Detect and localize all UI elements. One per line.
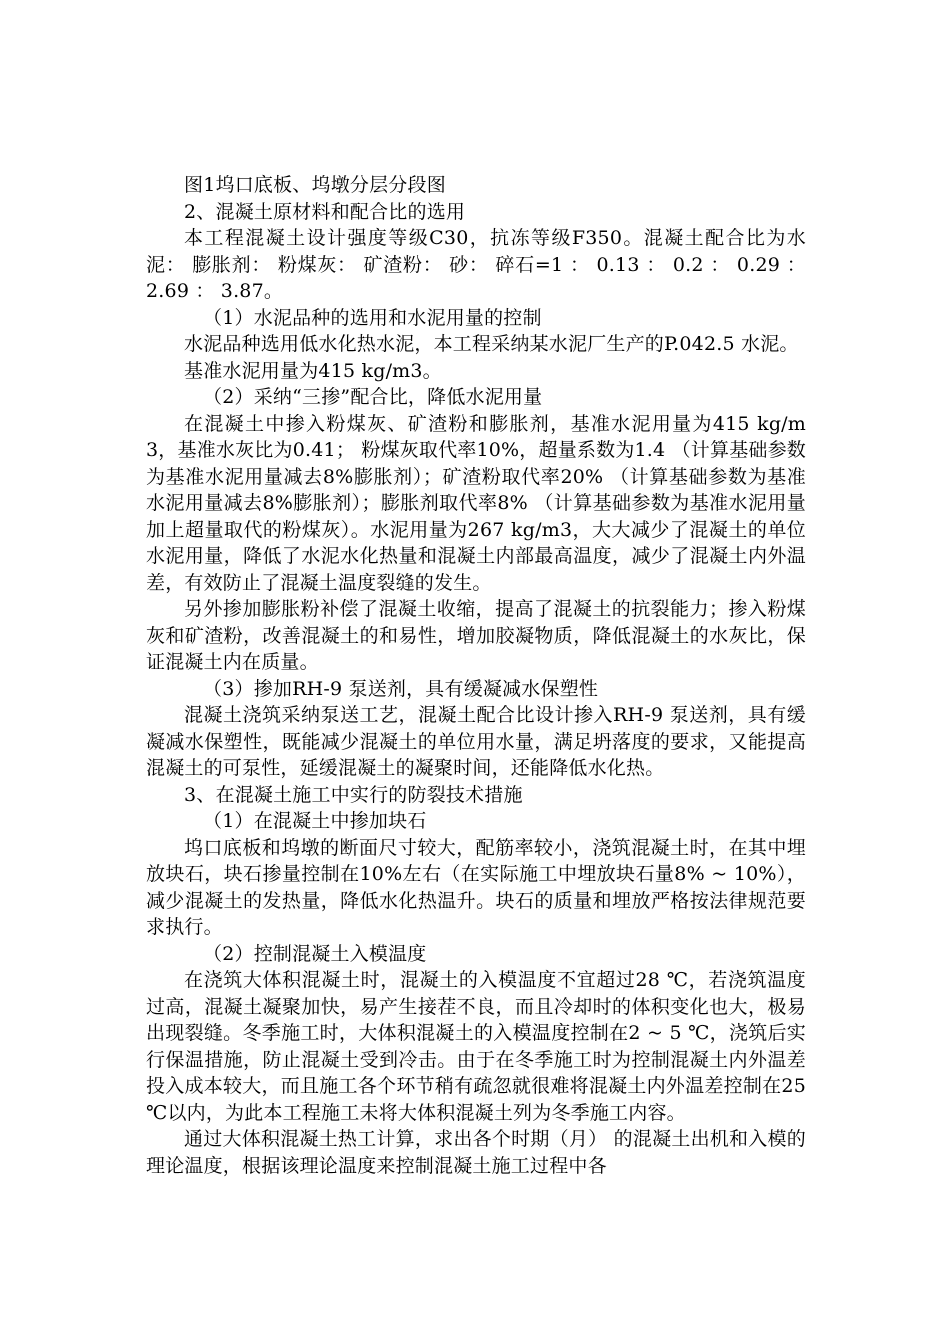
subsection-heading: （3）掺加RH-9 泵送剂，具有缓凝减水保塑性 xyxy=(203,677,599,700)
subsection-heading: （1）水泥品种的选用和水泥用量的控制 xyxy=(203,306,542,329)
paragraph: 基准水泥用量为415 kg/m3。 xyxy=(184,359,442,382)
paragraph: 坞口底板和坞墩的断面尺寸较大，配筋率较小，浇筑混凝土时，在其中埋放块石，块石掺量控制在10%左右（在实际施工中埋放块石量8% ~ 10%），减少混凝土的发热量，降低水化热温升。块石的质量和埋放严格按法律规范要求执行。 xyxy=(146,836,806,938)
figure-caption: 图1坞口底板、坞墩分层分段图 xyxy=(184,174,446,196)
paragraph: 通过大体积混凝土热工计算，求出各个时期（月） 的混凝土出机和入模的理论温度，根据该理论温度来控制混凝土施工过程中各 xyxy=(146,1128,806,1177)
section-heading: 2、混凝土原材料和配合比的选用 xyxy=(184,200,466,223)
subsection-heading: （2）控制混凝土入模温度 xyxy=(203,942,427,965)
paragraph: 另外掺加膨胀粉补偿了混凝土收缩，提高了混凝土的抗裂能力；掺入粉煤灰和矿渣粉，改善混凝土的和易性，增加胶凝物质，降低混凝土的水灰比，保证混凝土内在质量。 xyxy=(146,598,806,673)
subsection-heading: （2）采纳“三掺”配合比，降低水泥用量 xyxy=(203,386,543,408)
paragraph: 水泥品种选用低水化热水泥，本工程采纳某水泥厂生产的P.042.5 水泥。 xyxy=(184,333,799,355)
paragraph: 在浇筑大体积混凝土时，混凝土的入模温度不宜超过28 ℃，若浇筑温度过高，混凝土凝聚加快，易产生接茬不良，而且冷却时的体积变化也大，极易出现裂缝。冬季施工时，大体积混凝土的入模温度控制在2 ~ 5 ℃，浇筑后实行保温措施，防止混凝土受到冷击。由于在冬季施工时为控制混凝土内外温差投入成本较大，而且施工各个环节稍有疏忽就很难将混凝土内外温差控制在25 ℃以内，为此本工程施工未将大体积混凝土列为冬季施工内容。 xyxy=(146,969,806,1124)
paragraph: 在混凝土中掺入粉煤灰、矿渣粉和膨胀剂，基准水泥用量为415 kg/m3，基准水灰比为0.41； 粉煤灰取代率10%，超量系数为1.4 （计算基础参数为基准水泥用量减去8%膨胀剂）；矿渣粉取代率20% （计算基础参数为基准水泥用量减去8%膨胀剂）；膨胀剂取代率8% （计算基础参数为基准水泥用量加上超量取代的粉煤灰）。水泥用量为267 kg/m3，大大减少了混凝土的单位水泥用量，降低了水泥水化热量和混凝土内部最高温度，减少了混凝土内外温差，有效防止了混凝土温度裂缝的发生。 xyxy=(146,412,806,594)
paragraph: 混凝土浇筑采纳泵送工艺，混凝土配合比设计掺入RH-9 泵送剂，具有缓凝减水保塑性，既能减少混凝土的单位用水量，满足坍落度的要求，又能提高混凝土的可泵性，延缓混凝土的凝聚时间，还能降低水化热。 xyxy=(146,704,806,779)
document-body xyxy=(146,172,806,1179)
subsection-heading: （1）在混凝土中掺加块石 xyxy=(203,810,427,832)
paragraph: 本工程混凝土设计强度等级C30，抗冻等级F350。混凝土配合比为水泥： 膨胀剂： 粉煤灰： 矿渣粉： 砂： 碎石=1 ： 0.13 ： 0.2 ： 0.29 ： 2.69 ： 3.87。 xyxy=(146,227,806,302)
section-heading: 3、在混凝土施工中实行的防裂技术措施 xyxy=(184,783,523,806)
